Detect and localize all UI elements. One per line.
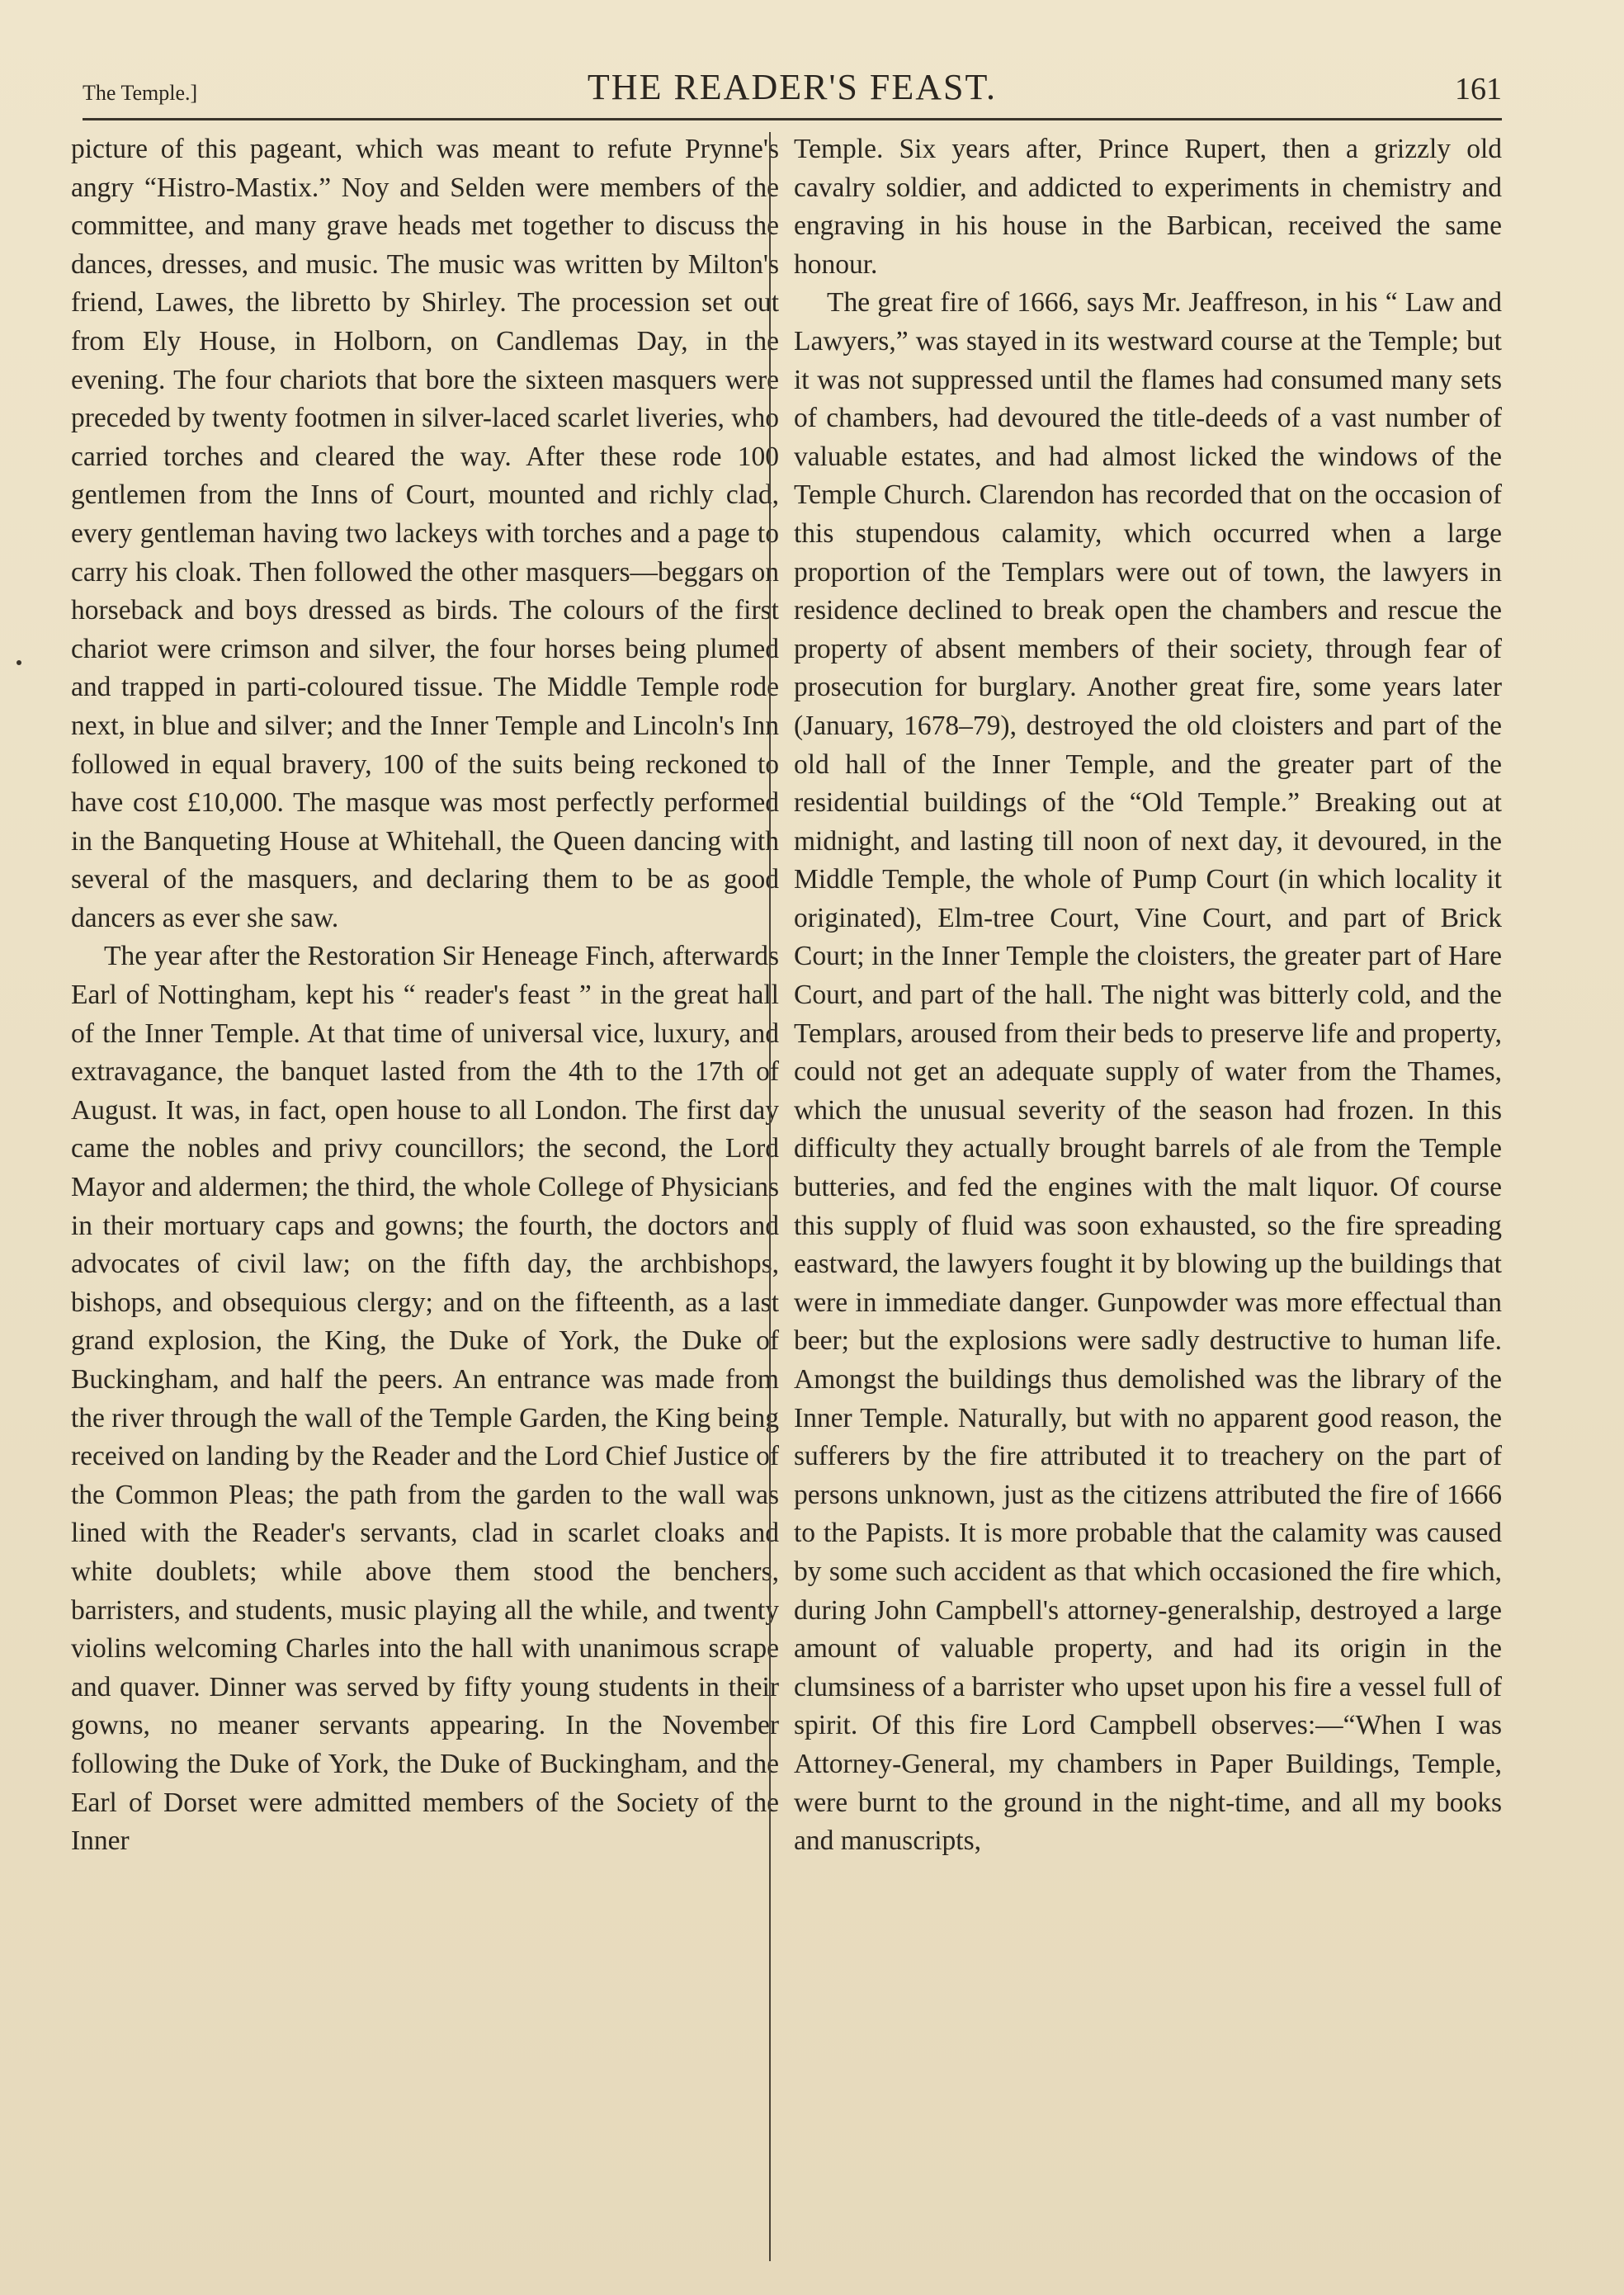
page-number: 161: [1455, 72, 1502, 106]
column-divider: [769, 132, 771, 2261]
paragraph: The year after the Restoration Sir Heneage Finch, afterwards Earl of Nottingham, kept his “ reader's feast ” in the great hall of the Inner Temple. At that time of universal vice, luxury, and extravagance, the banquet lasted from the 4th to the 17th of August. It was, in fact, open house to all London. The first day came the nobles and privy councillors; the second, the Lord Mayor and aldermen; the third, the whole College of Physicians in their mortuary caps and gowns; the fourth, the doctors and advocates of civil law; on the fifth day, the archbishops, bishops, and obsequious clergy; and on the fifteenth, as a last grand explosion, the King, the Duke of York, the Duke of Buckingham, and half the peers. An entrance was made from the river through the wall of the Temple Garden, the King being received on landing by the Reader and the Lord Chief Justice of the Common Pleas; the path from the garden to the wall was lined with the Reader's servants, clad in scarlet cloaks and white doublets; while above them stood the benchers, barristers, and students, music playing all the while, and twenty violins welcoming Charles into the hall with unanimous scrape and quaver. Dinner was served by fifty young students in their gowns, no meaner servants appearing. In the November following the Duke of York, the Duke of Buckingham, and the Earl of Dorset were admitted members of the Society of the Inner: [71, 941, 779, 1857]
running-head: [83, 66, 1502, 116]
paragraph: picture of this pageant, which was meant to refute Prynne's angry “Histro-Mastix.” Noy and Selden were members of the committee, and many grave heads met together to discuss the dances, dresses, and music. The music was written by Milton's friend, Lawes, the libretto by Shirley. The procession set out from Ely House, in Holborn, on Candlemas Day, in the evening. The four chariots that bore the sixteen masquers were preceded by twenty footmen in silver-laced scarlet liveries, who carried torches and cleared the way. After these rode 100 gentlemen from the Inns of Court, mounted and richly clad, every gentleman having two lackeys with torches and a page to carry his cloak. Then followed the other masquers—beggars on horseback and boys dressed as birds. The colours of the first chariot were crimson and silver, the four horses being plumed and trapped in parti-coloured tissue. The Middle Temple rode next, in blue and silver; and the Inner Temple and Lincoln's Inn followed in equal bravery, 100 of the suits being reckoned to have cost £10,000. The masque was most perfectly performed in the Banqueting House at Whitehall, the Queen dancing with several of the masquers, and declaring them to be as good dancers as ever she saw.: [71, 134, 779, 933]
header-rule: [83, 118, 1502, 120]
right-column: [794, 130, 1502, 1861]
paragraph: Temple. Six years after, Prince Rupert, then a grizzly old cavalry soldier, and addicted to experiments in chemistry and engraving in his house in the Barbican, received the same honour.: [794, 134, 1502, 280]
paragraph: The great fire of 1666, says Mr. Jeaffreson, in his “ Law and Lawyers,” was stayed in its westward course at the Temple; but it was not suppressed until the flames had consumed many sets of chambers, had devoured the title-deeds of a vast number of valuable estates, and had almost licked the windows of the Temple Church. Clarendon has recorded that on the occasion of this stupendous calamity, which occurred when a large proportion of the Templars were out of town, the lawyers in residence declined to break open the chambers and rescue the property of absent members of their society, through fear of prosecution for burglary. Another great fire, some years later (January, 1678–79), destroyed the old cloisters and part of the old hall of the Inner Temple, and the greater part of the residential buildings of the “Old Temple.” Breaking out at midnight, and lasting till noon of next day, it devoured, in the Middle Temple, the whole of Pump Court (in which locality it originated), Elm-tree Court, Vine Court, and part of Brick Court; in the Inner Temple the cloisters, the greater part of Hare Court, and part of the hall. The night was bitterly cold, and the Templars, aroused from their beds to preserve life and property, could not get an adequate supply of water from the Thames, which the unusual severity of the season had frozen. In this difficulty they actually brought barrels of ale from the Temple butteries, and fed the engines with the malt liquor. Of course this supply of fluid was soon exhausted, so the fire spreading eastward, the lawyers fought it by blowing up the buildings that were in immediate danger. Gunpowder was more effectual than beer; but the explosions were sadly destructive to human life. Amongst the buildings thus demolished was the library of the Inner Temple. Naturally, but with no apparent good reason, the sufferers by the fire attributed it to treachery on the part of persons unknown, just as the citizens attributed the fire of 1666 to the Papists. It is more probable that the calamity was caused by some such accident as that which occasioned the fire which, during John Campbell's attorney-generalship, destroyed a large amount of valuable property, and had its origin in the clumsiness of a barrister who upset upon his fire a vessel full of spirit. Of this fire Lord Campbell observes:—“When I was Attorney-General, my chambers in Paper Buildings, Temple, were burnt to the ground in the night-time, and all my books and manuscripts,: [794, 287, 1502, 1857]
margin-mark: [17, 660, 21, 665]
page-title: THE READER'S FEAST.: [587, 67, 998, 107]
section-label: The Temple.]: [83, 81, 198, 105]
left-column: [71, 130, 779, 1861]
